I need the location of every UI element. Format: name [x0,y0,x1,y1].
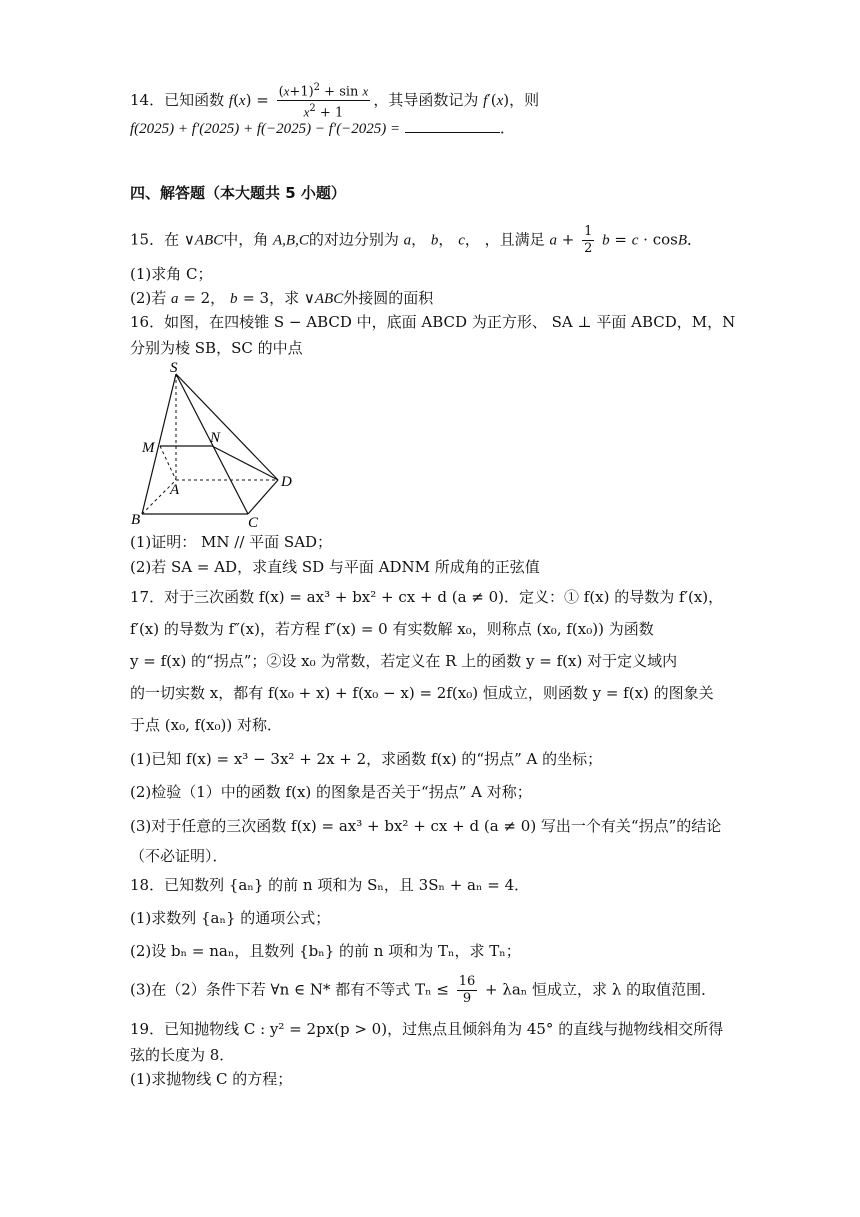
q17-line3: y = f(x) 的“拐点”；②设 x₀ 为常数，若定义在 R 上的函数 y = f(x) 对于定义域内 [130,652,678,670]
q16-line1: 16．如图，在四棱锥 S − ABCD 中，底面 ABCD 为正方形、 SA ⊥ 平面 ABCD，M，N [130,313,736,331]
label-c: C [248,515,259,530]
q18-line1: 18．已知数列 {aₙ} 的前 n 项和为 Sₙ，且 3Sₙ + aₙ = 4． [130,876,530,894]
q17-line4: 的一切实数 x，都有 f(x₀ + x) + f(x₀ − x) = 2f(x₀) 恒成立，则函数 y = f(x) 的图象关 [130,684,714,702]
q18-sub2: (2)设 bₙ = naₙ，且数列 {bₙ} 的前 n 项和为 Tₙ，求 Tₙ； [130,942,521,960]
q14-line1: 14．已知函数 f(x) = $\frac{(x+1)^2 + \sin x}{x^2 + 1}$ ，其导函数记为 f′(x)，则 [130,82,540,121]
q17-line5: 于点 (x₀, f(x₀)) 对称． [130,716,282,734]
label-a: A [170,482,180,498]
q17-sub2: (2)检验（1）中的函数 f(x) 的图象是否关于“拐点” A 对称； [130,783,532,801]
label-b: B [131,512,141,528]
q15-sub2: (2)若 a = 2， b = 3，求 ∨ABC外接圆的面积 [130,289,434,307]
label-n: N [210,430,221,446]
pyramid-figure [130,362,300,530]
q15-line1: 15．在 ∨ABC中，角 A,B,C的对边分别为 a， b， c， ，且满足 a + $\frac{1}{2}$ b = c · cosB． [130,224,703,256]
q17-line2: f′(x) 的导数为 f″(x)，若方程 f″(x) = 0 有实数解 x₀，则称点 (x₀, f(x₀)) 为函数 [130,620,654,638]
q17-line1: 17．对于三次函数 f(x) = ax³ + bx² + cx + d (a ≠ 0)．定义：① f(x) 的导数为 f′(x)， [130,588,724,606]
label-d: D [281,474,292,490]
q14-line2: f(2025) + f′(2025) + f(−2025) − f′(−2025) = ． [130,119,515,137]
q16-sub1: (1)证明： MN // 平面 SAD； [130,533,333,551]
q19-line1: 19．已知抛物线 C : y² = 2px(p > 0)，过焦点且倾斜角为 45° 的直线与抛物线相交所得 [130,1020,724,1038]
edge-cd [248,480,278,514]
q17-sub1: (1)已知 f(x) = x³ − 3x² + 2x + 2，求函数 f(x) 的“拐点” A 的坐标； [130,750,603,768]
segment-ma [160,446,176,480]
q16-line2: 分别为棱 SB，SC 的中点 [130,339,303,357]
label-s: S [170,362,178,376]
q15-sub1: (1)求角 C； [130,265,213,283]
q19-sub1: (1)求抛物线 C 的方程； [130,1070,293,1088]
label-m: M [142,440,155,456]
q14-answer-blank[interactable] [405,118,500,133]
q18-sub3: (3)在（2）条件下若 ∀n ∈ N* 都有不等式 Tₙ ≤ $\frac{16}{9}$ + λaₙ 恒成立，求 λ 的取值范围． [130,974,717,1006]
q17-sub3b: （不必证明）． [130,847,228,865]
q14-fraction: $\frac{(x+1)^2 + \sin x}{x^2 + 1}$ [278,82,369,121]
q19-line2: 弦的长度为 8． [130,1046,235,1064]
q17-sub3a: (3)对于任意的三次函数 f(x) = ax³ + bx² + cx + d (a ≠ 0) 写出一个有关“拐点”的结论 [130,817,722,835]
section-heading: 四、解答题（本大题共 5 小题） [130,184,346,202]
q18-sub1: (1)求数列 {aₙ} 的通项公式； [130,909,331,927]
q16-sub2: (2)若 SA = AD，求直线 SD 与平面 ADNM 所成角的正弦值 [130,558,540,576]
edge-sd [176,374,278,480]
